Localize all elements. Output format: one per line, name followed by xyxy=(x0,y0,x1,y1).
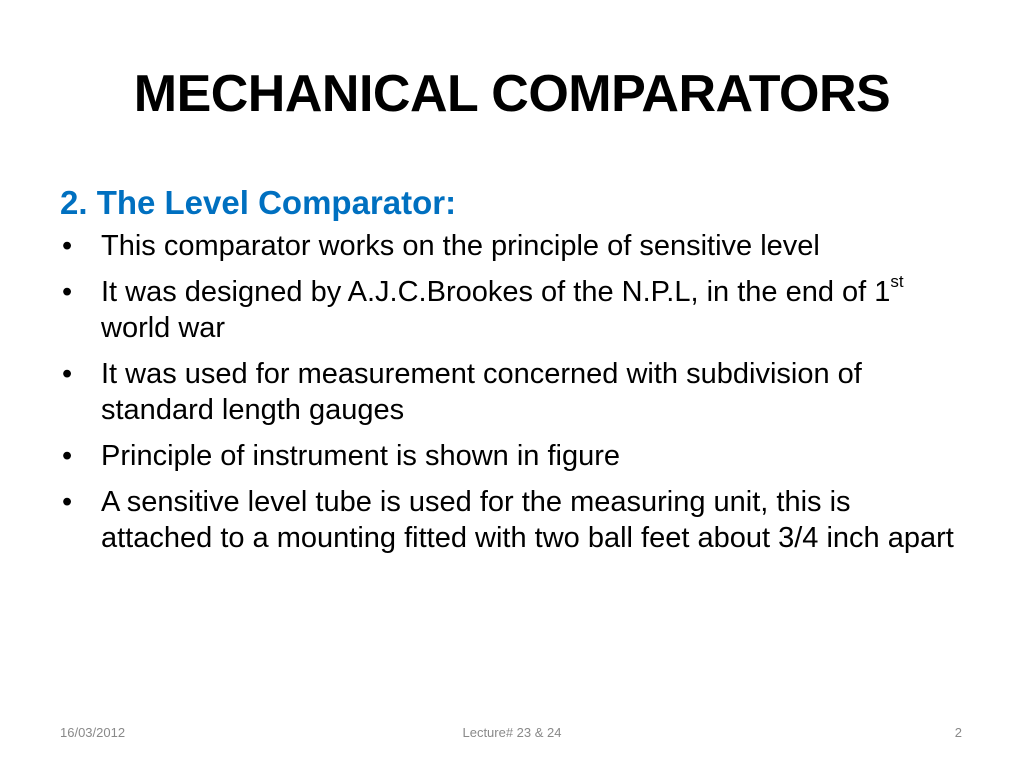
section-subheading: 2. The Level Comparator: xyxy=(60,184,457,221)
bullet-text: This comparator works on the principle of sensitive level xyxy=(101,230,820,262)
bullet-list xyxy=(60,228,960,556)
bullet-text: It was used for measurement concerned with subdivision of standard length gauges xyxy=(101,358,862,426)
bullet-marker: • xyxy=(62,358,73,390)
bullet-marker: • xyxy=(62,230,73,262)
bullet-item xyxy=(60,228,960,264)
footer-lecture: Lecture# 23 & 24 xyxy=(462,725,562,740)
bullet-item xyxy=(60,484,960,556)
ordinal-superscript: st xyxy=(890,272,904,292)
bullet-marker: • xyxy=(62,276,73,308)
bullet-item xyxy=(60,274,960,346)
footer-date: 16/03/2012 xyxy=(60,725,126,740)
bullet-text-tail: world war xyxy=(101,312,226,344)
bullet-text: A sensitive level tube is used for the measuring unit, this is attached to a mounting fitted with two ball feet about 3/4 inch apart xyxy=(101,486,954,554)
bullet-text: Principle of instrument is shown in figure xyxy=(101,440,621,472)
slide-content xyxy=(60,180,960,566)
bullet-item xyxy=(60,438,960,474)
slide-title: MECHANICAL COMPARATORS xyxy=(133,65,891,123)
bullet-marker: • xyxy=(62,440,73,472)
bullet-text: It was designed by A.J.C.Brookes of the N.P.L, in the end of 1 xyxy=(101,276,891,308)
bullet-marker: • xyxy=(62,486,73,518)
bullet-item xyxy=(60,356,960,428)
footer-page-number: 2 xyxy=(954,725,962,740)
